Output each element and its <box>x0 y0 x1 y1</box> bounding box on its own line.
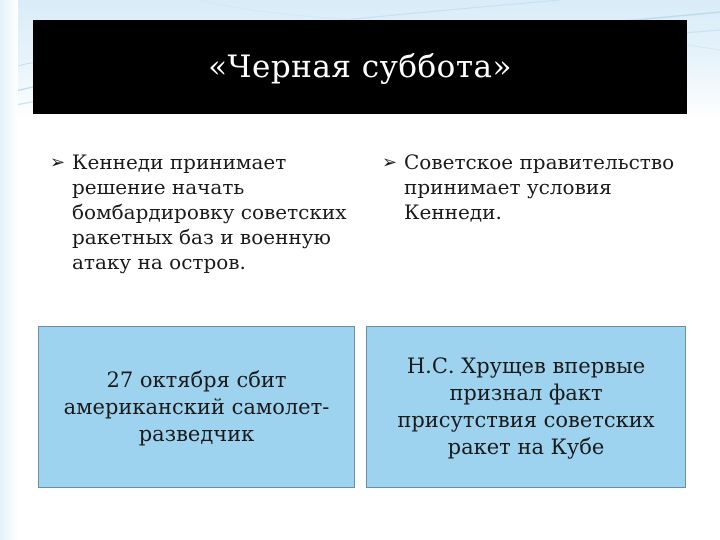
bullet-left-text: Кеннеди принимает решение начать бомбардировку советских ракетных баз и военную атаку на остров. <box>72 150 347 274</box>
event-box-right <box>366 326 686 488</box>
bullet-left <box>50 150 360 275</box>
slide-title: «Черная суббота» <box>208 49 512 85</box>
title-bar <box>33 20 687 114</box>
event-box-right-text: Н.С. Хрущев впервые признал факт присутствия советских ракет на Кубе <box>397 354 655 459</box>
arrow-right-bullet-icon: ➢ <box>382 152 398 173</box>
event-box-left-text: 27 октября сбит американский самолет-разведчик <box>63 367 330 446</box>
event-box-left <box>38 326 355 488</box>
left-decorative-stripe <box>0 0 18 540</box>
bullet-right <box>382 150 682 225</box>
bullet-right-text: Советское правительство принимает условия Кеннеди. <box>404 150 675 224</box>
arrow-right-bullet-icon: ➢ <box>50 152 66 173</box>
